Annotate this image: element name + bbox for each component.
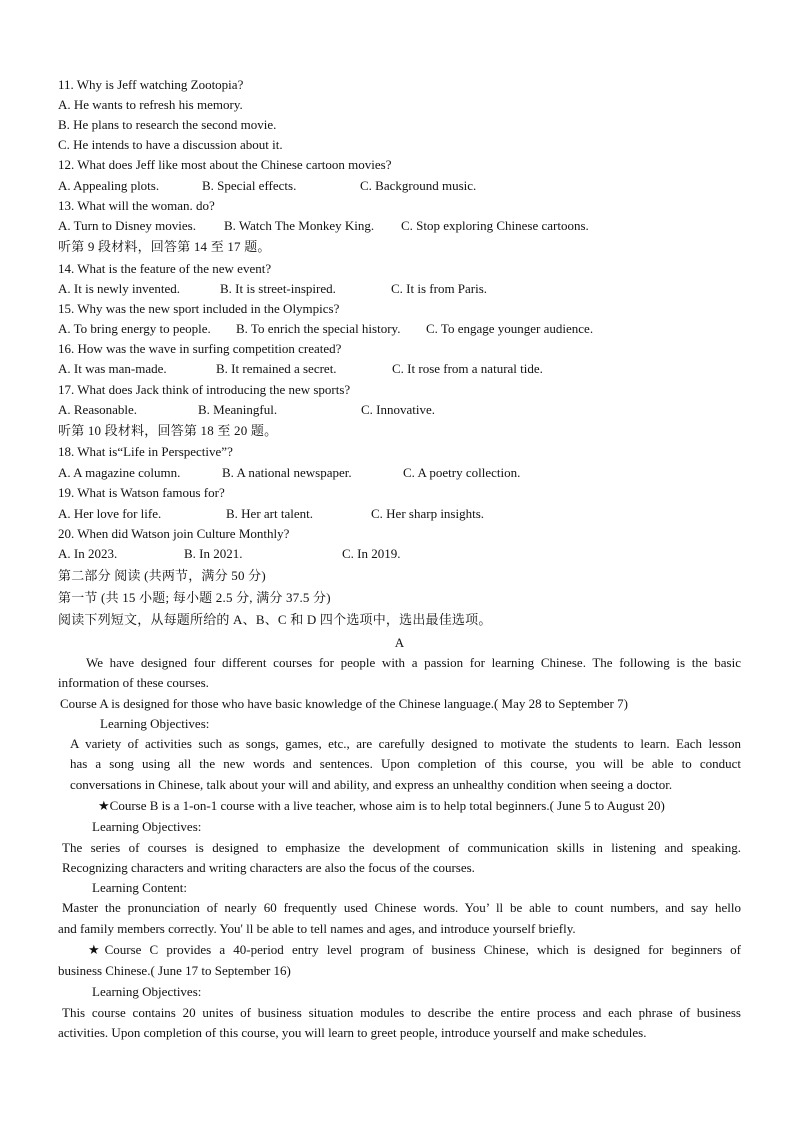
question-15: 15. Why was the new sport included in the Olympics? bbox=[58, 301, 340, 316]
question-17-option-b: B. Meaningful. bbox=[198, 402, 278, 417]
question-19-option-c: C. Her sharp insights. bbox=[371, 506, 485, 521]
question-14-option-b: B. It is street-inspired. bbox=[220, 281, 336, 296]
question-13-option-c: C. Stop exploring Chinese cartoons. bbox=[401, 218, 589, 233]
question-16-option-b: B. It remained a secret. bbox=[216, 361, 337, 376]
passage-intro-line-2: information of these courses. bbox=[58, 675, 209, 690]
question-18-option-a: A. A magazine column. bbox=[58, 465, 181, 480]
course-b-content-label: Learning Content: bbox=[92, 880, 187, 895]
question-17-option-a: A. Reasonable. bbox=[58, 402, 138, 417]
section-9-instruction: 听第 9 段材料，回答第 14 至 17 题。 bbox=[58, 239, 271, 254]
course-c-title-line-2: business Chinese.( June 17 to September 16) bbox=[58, 963, 291, 978]
question-14-option-a: A. It is newly invented. bbox=[58, 281, 181, 296]
course-b-objectives-line-1: The series of courses is designed to emphasize the development of communication skills in listening and speaking. bbox=[62, 840, 741, 855]
question-13-option-a: A. Turn to Disney movies. bbox=[58, 218, 196, 233]
question-12-option-b: B. Special effects. bbox=[202, 178, 297, 193]
course-c-title-line-1: ★Course C provides a 40-period entry level program of business Chinese, which is designed for beginners of bbox=[88, 942, 741, 957]
course-c-objectives-label: Learning Objectives: bbox=[92, 984, 202, 999]
question-17-option-c: C. Innovative. bbox=[361, 402, 436, 417]
course-c-objectives-line-1: This course contains 20 unites of business situation modules to describe the entire process and each phrase of business bbox=[62, 1005, 741, 1020]
question-17: 17. What does Jack think of introducing the new sports? bbox=[58, 382, 351, 397]
question-16-option-c: C. It rose from a natural tide. bbox=[392, 361, 543, 376]
question-11-option-b: B. He plans to research the second movie. bbox=[58, 117, 277, 132]
course-a-objectives-line-3: conversations in Chinese, talk about your will and ability, and express an unhealthy condition when seeing a doctor. bbox=[70, 777, 673, 792]
part-2-section-1-heading: 第一节 (共 15 小题; 每小题 2.5 分, 满分 37.5 分) bbox=[58, 590, 331, 605]
part-2-instruction: 阅读下列短文，从每题所给的 A、B、C 和 D 四个选项中，选出最佳选项。 bbox=[58, 612, 492, 627]
question-11-option-a: A. He wants to refresh his memory. bbox=[58, 97, 243, 112]
course-a-objectives-line-1: A variety of activities such as songs, games, etc., are carefully designed to motivate the students to learn. Each lesson bbox=[70, 736, 741, 751]
course-b-objectives-label: Learning Objectives: bbox=[92, 819, 202, 834]
course-b-content-line-2: and family members correctly. You' ll be able to tell names and ages, and introduce yourself briefly. bbox=[58, 921, 576, 936]
question-16-option-a: A. It was man-made. bbox=[58, 361, 167, 376]
question-11: 11. Why is Jeff watching Zootopia? bbox=[58, 77, 244, 92]
passage-intro-line-1: We have designed four different courses for people with a passion for learning Chinese. The following is the basic bbox=[86, 655, 741, 670]
question-19-option-a: A. Her love for life. bbox=[58, 506, 162, 521]
question-18-option-c: C. A poetry collection. bbox=[403, 465, 521, 480]
question-14: 14. What is the feature of the new event? bbox=[58, 261, 272, 276]
question-20-option-c: C. In 2019. bbox=[342, 546, 401, 561]
question-18: 18. What is“Life in Perspective”? bbox=[58, 444, 233, 459]
passage-label: A bbox=[394, 635, 405, 650]
course-b-objectives-line-2: Recognizing characters and writing characters are also the focus of the courses. bbox=[62, 860, 475, 875]
course-a-title: Course A is designed for those who have basic knowledge of the Chinese language.( May 28 to September 7) bbox=[60, 696, 628, 711]
question-12: 12. What does Jeff like most about the Chinese cartoon movies? bbox=[58, 157, 392, 172]
question-12-option-c: C. Background music. bbox=[360, 178, 477, 193]
question-18-option-b: B. A national newspaper. bbox=[222, 465, 352, 480]
question-13: 13. What will the woman. do? bbox=[58, 198, 215, 213]
question-15-option-b: B. To enrich the special history. bbox=[236, 321, 401, 336]
question-19-option-b: B. Her art talent. bbox=[226, 506, 313, 521]
question-11-option-c: C. He intends to have a discussion about it. bbox=[58, 137, 283, 152]
question-14-option-c: C. It is from Paris. bbox=[391, 281, 488, 296]
question-19: 19. What is Watson famous for? bbox=[58, 485, 225, 500]
question-20-option-b: B. In 2021. bbox=[184, 546, 243, 561]
question-20: 20. When did Watson join Culture Monthly? bbox=[58, 526, 290, 541]
section-10-instruction: 听第 10 段材料，回答第 18 至 20 题。 bbox=[58, 423, 278, 438]
part-2-heading: 第二部分 阅读 (共两节，满分 50 分) bbox=[58, 568, 266, 583]
course-c-objectives-line-2: activities. Upon completion of this course, you will learn to greet people, introduce yourself and make schedules. bbox=[58, 1025, 647, 1040]
question-13-option-b: B. Watch The Monkey King. bbox=[224, 218, 375, 233]
question-15-option-a: A. To bring energy to people. bbox=[58, 321, 211, 336]
question-15-option-c: C. To engage younger audience. bbox=[426, 321, 594, 336]
question-12-option-a: A. Appealing plots. bbox=[58, 178, 160, 193]
question-16: 16. How was the wave in surfing competition created? bbox=[58, 341, 342, 356]
course-a-objectives-line-2: has a song using all the new words and sentences. Upon completion of this course, you will be able to conduct bbox=[70, 756, 741, 771]
question-20-option-a: A. In 2023. bbox=[58, 546, 118, 561]
course-b-content-line-1: Master the pronunciation of nearly 60 frequently used Chinese words. You’ ll be able to count numbers, and say hello bbox=[62, 900, 741, 915]
course-a-objectives-label: Learning Objectives: bbox=[100, 716, 210, 731]
course-b-title: ★Course B is a 1-on-1 course with a live teacher, whose aim is to help total beginners.( June 5 to August 20) bbox=[98, 798, 665, 813]
